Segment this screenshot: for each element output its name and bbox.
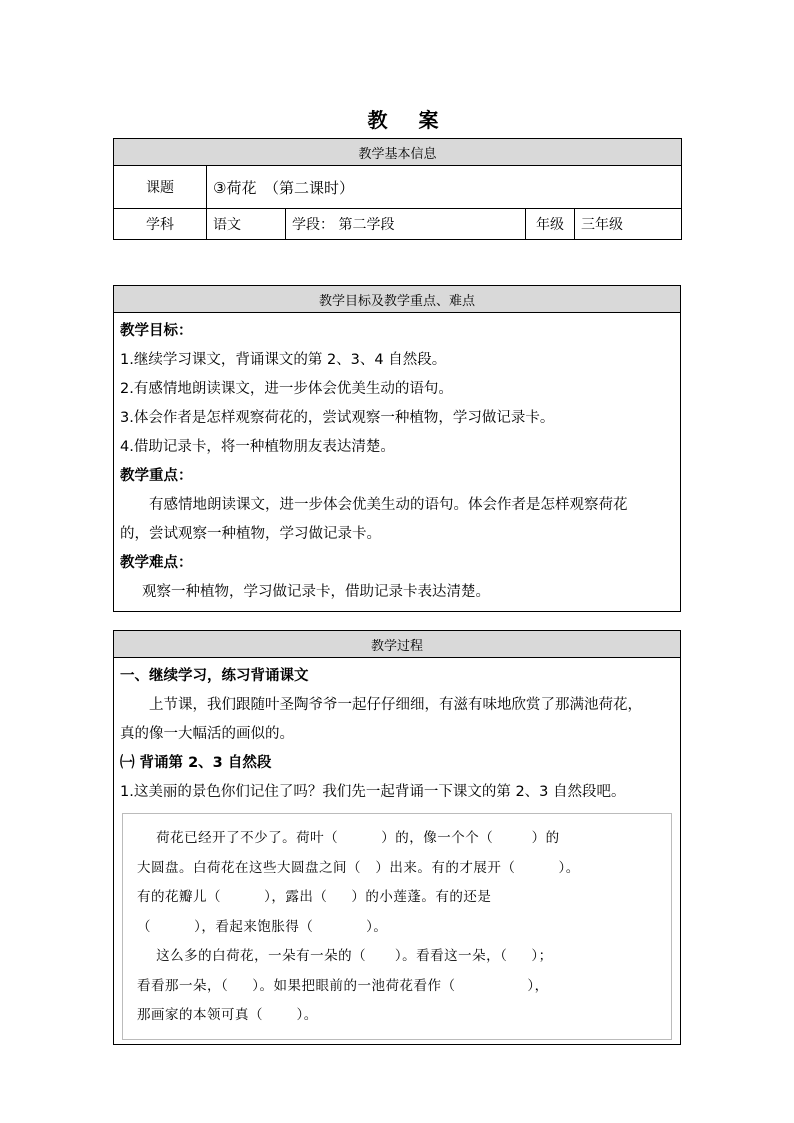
subject-label: 学科 [114,209,207,240]
subject-value: 语文 [207,209,286,240]
fill-line: 看看那一朵，（ ）。如果把眼前的一池荷花看作（ ）， [137,977,549,994]
fill-line: 大圆盘。白荷花在这些大圆盘之间（ ）出来。有的才展开（ ）。 [137,859,580,876]
fill-line: 这么多的白荷花，一朵有一朵的（ ）。看看这一朵，（ ）； [137,948,553,964]
key-points-title: 教学重点： [120,468,193,484]
difficulty-title: 教学难点： [120,555,193,571]
fill-line: 荷花已经开了不少了。荷叶（ ）的，像一个个（ ）的 [137,830,560,846]
grade-value: 三年级 [575,209,682,240]
process-body [114,658,681,1045]
key-points-text-cont: 的，尝试观察一种植物，学习做记录卡。 [120,526,381,542]
basic-info-table [113,138,682,240]
objective-item: 3.体会作者是怎样观察荷花的，尝试观察一种植物，学习做记录卡。 [120,410,555,426]
fill-line: 有的花瓣儿（ ），露出（ ）的小莲蓬。有的还是 [137,889,492,905]
document-title: 教 案 [367,108,451,132]
fill-line: （ ），看起来饱胀得（ ）。 [137,918,388,935]
topic-label: 课题 [114,166,207,209]
fill-in-blank-box [122,813,672,1040]
objective-item: 2.有感情地朗读课文，进一步体会优美生动的语句。 [120,381,453,397]
objectives-title: 教学目标： [120,323,193,339]
topic-value: ③荷花 （第二课时） [207,166,682,209]
subsection-title: ㈠ 背诵第 2、3 自然段 [120,755,272,771]
key-points-text: 有感情地朗读课文，进一步体会优美生动的语句。体会作者是怎样观察荷花 [149,497,628,513]
process-header: 教学过程 [114,631,681,658]
difficulty-text: 观察一种植物，学习做记录卡，借助记录卡表达清楚。 [142,584,490,600]
section-title: 一、继续学习，练习背诵课文 [120,668,309,684]
intro-text-cont: 真的像一大幅活的画似的。 [120,726,294,742]
basic-info-header: 教学基本信息 [114,139,682,166]
goals-header: 教学目标及教学重点、难点 [114,286,681,313]
objective-item: 4.借助记录卡，将一种植物朋友表达清楚。 [120,439,395,455]
objective-item: 1.继续学习课文，背诵课文的第 2、3、4 自然段。 [120,352,447,368]
fill-line: 那画家的本领可真（ ）。 [137,1007,318,1023]
stage-label: 学段： 第二学段 [286,209,526,240]
goals-body [114,313,681,612]
process-table [113,630,681,1045]
goals-table [113,285,681,612]
intro-text: 上节课，我们跟随叶圣陶爷爷一起仔仔细细，有滋有味地欣赏了那满池荷花， [149,697,642,713]
question-text: 1.这美丽的景色你们记住了吗？我们先一起背诵一下课文的第 2、3 自然段吧。 [120,784,626,800]
grade-label: 年级 [526,209,575,240]
